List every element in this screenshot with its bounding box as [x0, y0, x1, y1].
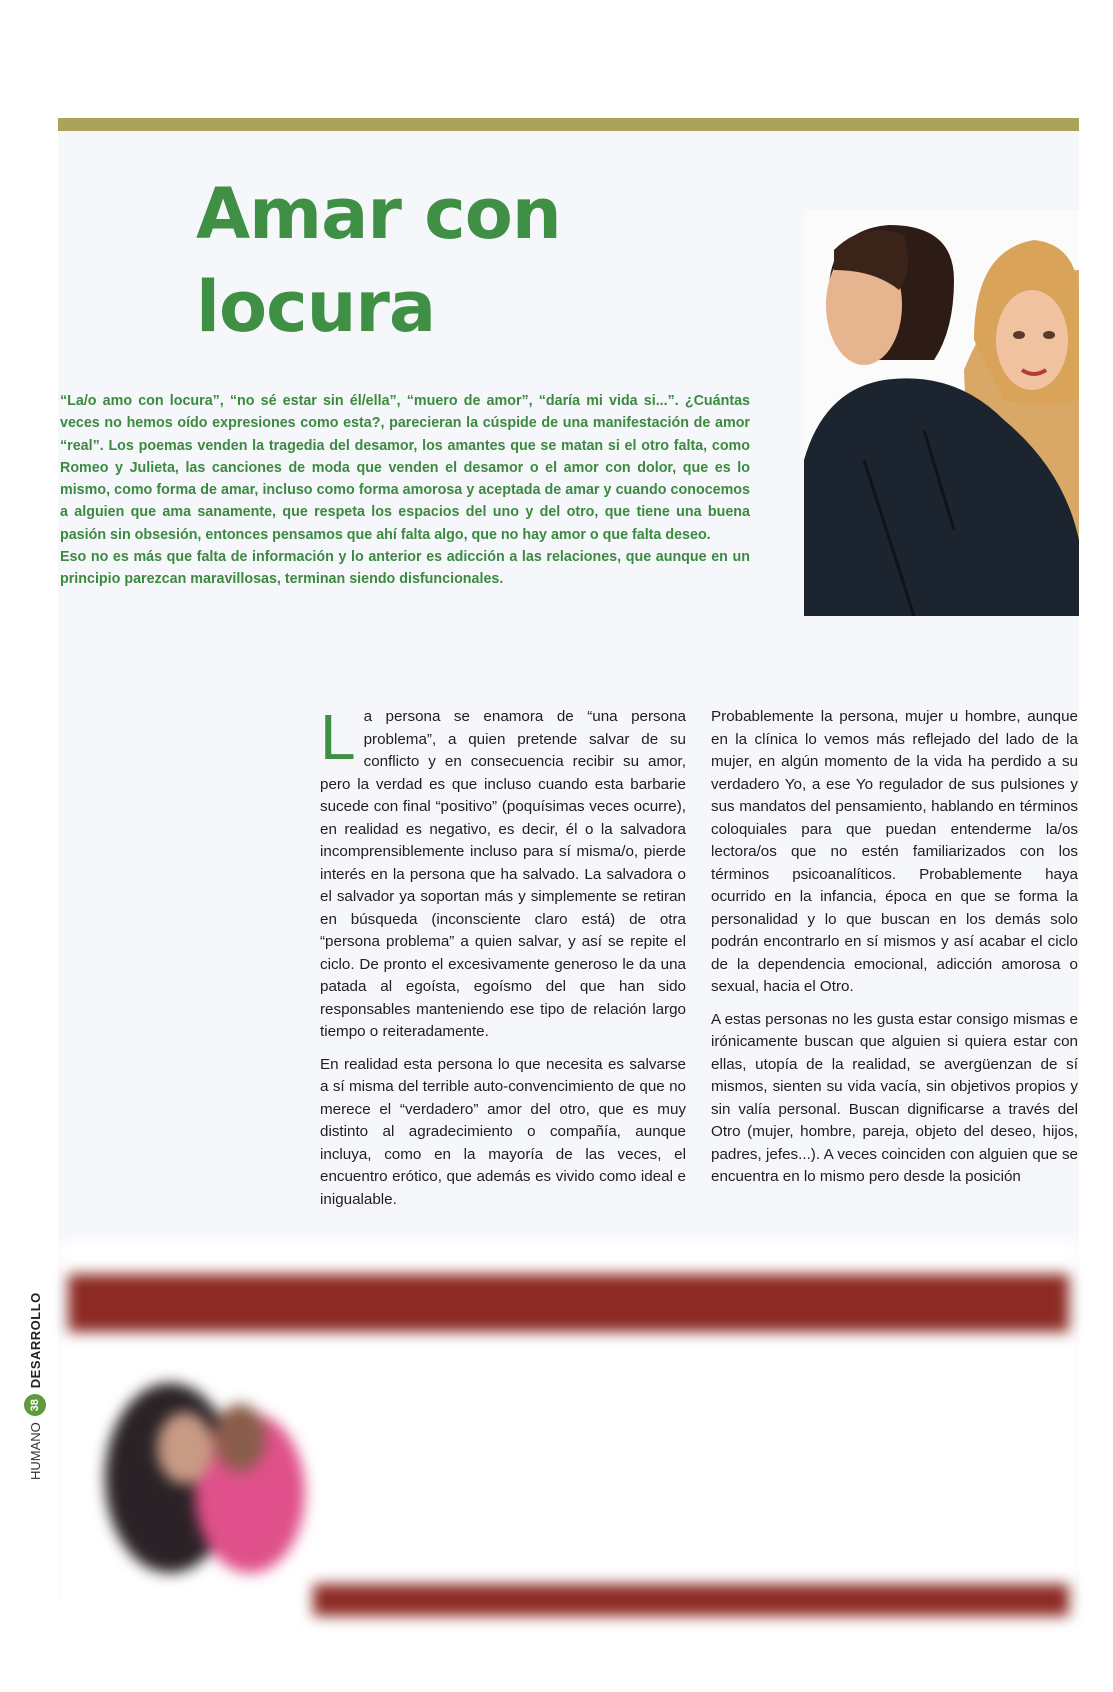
body-paragraph: En realidad esta persona lo que necesita es salvarse a sí misma del terrible auto-convencimiento de que no merece el “verdadero” amor del otro, que es muy distinto al agradecimiento o compañía, aunque incluya, como en la mayoría de las veces, el encuentro erótico, que además es vivido como ideal e inigualable.: [320, 1055, 686, 1208]
body-column-right: [711, 706, 1078, 1199]
body-column-left: [320, 701, 686, 1221]
article-title: Amar con locura: [196, 173, 561, 348]
blurred-sidebar-box: [58, 1240, 1079, 1620]
body-paragraph: Probablemente la persona, mujer u hombre, aunque en la clínica lo vemos más reflejado del lado de la mujer, en algún momento de la vida ha perdido a su verdadero Yo, a ese Yo regulador de sus pulsiones y sus mandatos del pensamiento, hablando en términos coloquiales para que puedan entenderme la/os lectora/os que no estén familiarizados con los términos psicoanalíticos. Probablemente haya ocurrido en la infancia, época en que se forma la personalidad y lo que buscan en los demás solo podrán encontrarlo en sí mismos y así acabar el ciclo de la dependencia emocional, adicción amorosa o sexual, hacia el Otro.: [711, 708, 1078, 995]
magazine-name: HUMANO: [27, 1422, 43, 1480]
side-tab-label: [24, 1240, 46, 1480]
body-paragraph: [320, 701, 686, 1044]
box-header-bar: [68, 1274, 1069, 1332]
top-decorative-bar: [58, 118, 1079, 131]
couple-photo: [804, 210, 1079, 616]
body-paragraph-text: a persona se enamora de “una persona problema”, a quien pretende salvar de su conflicto y en consecuencia recibir su amor, pero la verdad es que incluso cuando esta barbarie sucede con final “positivo” (poquísimas veces ocurre), en realidad es negativo, es decir, él o la salvadora incomprensiblemente incluso para sí misma/o, pierde interés en la persona que ha salvado. La salvadora o el salvador ya soportan más y simplemente se retiran en búsqueda (inconsciente claro está) de otra “persona problema” a quien salvar, y así se repite el ciclo. De pronto el excesivamente generoso le da una patada al egoísta, egoísmo del que han sido responsables manteniendo ese tipo de relación largo tiempo o reiteradamente.: [320, 708, 686, 1040]
intro-paragraph: Eso no es más que falta de información y lo anterior es adicción a las relaciones, que aunque en un principio parezcan maravillosas, terminan siendo disfuncionales.: [60, 549, 750, 588]
side-tab: [24, 1240, 46, 1480]
box-footer-bar: [313, 1584, 1069, 1616]
intro-paragraph: “La/o amo con locura”, “no sé estar sin él/ella”, “muero de amor”, “daría mi vida si...”. ¿Cuántas veces no hemos oído expresiones como esta?, parecieran la cúspide de una manifestación de amor “real”. Los poemas venden la tragedia del desamor, los amantes que se matan si el otro falta, como Romeo y Julieta, las canciones de moda que venden el desamor o el amor con dolor, que es lo mismo, como forma de amar, incluso como forma amorosa y aceptada de amar y cuando conocemos a alguien que ama sanamente, que respeta los espacios del uno y del otro, que tiene una buena pasión sin obsesión, entonces pensamos que ahí falta algo, que no hay amor o que falta deseo.: [60, 393, 750, 543]
section-name: DESARROLLO: [27, 1292, 43, 1389]
intro-paragraphs: [60, 390, 750, 591]
body-paragraph: A estas personas no les gusta estar consigo mismas e irónicamente buscan que alguien si quiera estar con ellas, utopía de la realidad, se avergüenzan de sí mismos, sienten su vida vacía, sin objetivos propios y sin valía personal. Buscan dignificarse a través del Otro (mujer, hombre, pareja, objeto del deseo, hijos, padres, jefes...). A veces coinciden con alguien que se encuentra en lo mismo pero desde la posición: [711, 1010, 1078, 1185]
drop-cap: L: [320, 701, 356, 773]
box-photo: [90, 1358, 320, 1578]
page-number-badge: 38: [24, 1394, 46, 1416]
